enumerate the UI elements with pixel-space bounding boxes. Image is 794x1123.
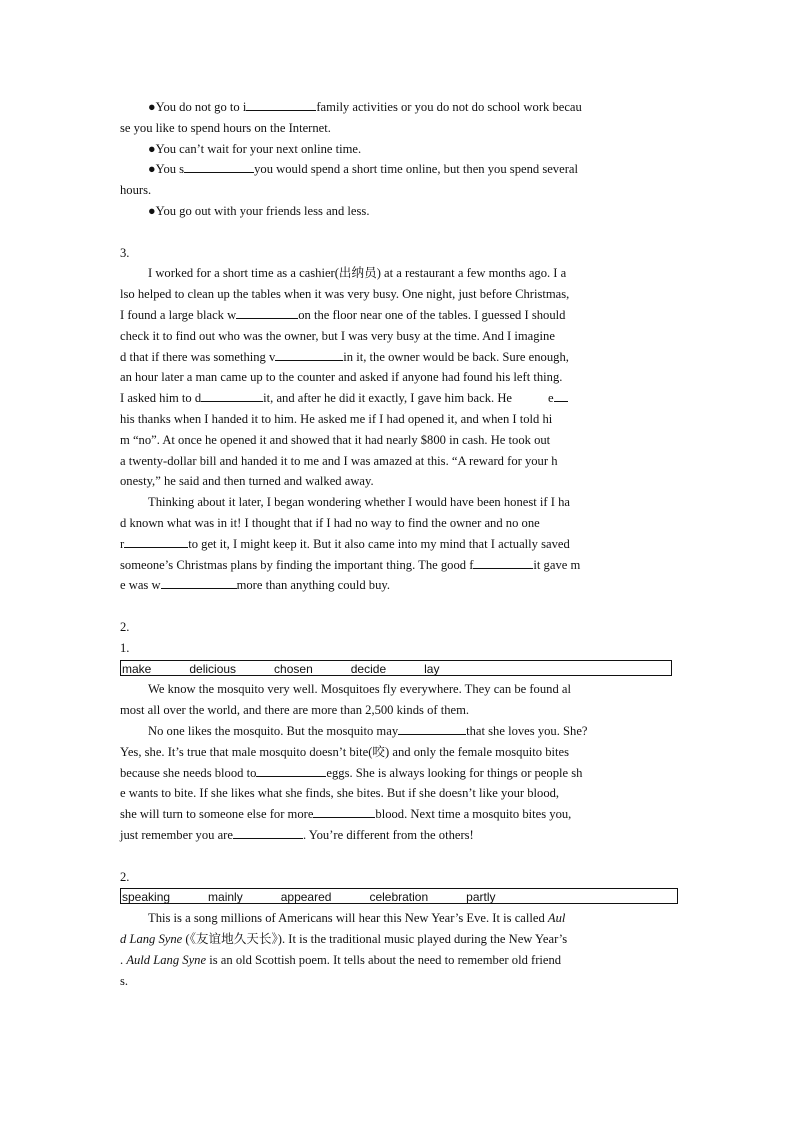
passage-line: e was w more than anything could buy. — [120, 578, 391, 592]
passage-line: I asked him to d it, and after he did it exactly, I gave him back. He e — [120, 388, 676, 409]
answer-blank[interactable] — [313, 805, 375, 818]
bullet-line-6: ●You go out with your friends less and less. — [148, 204, 370, 218]
passage-line: a twenty-dollar bill and handed it to me and I was amazed at this. “A reward for your h — [120, 454, 558, 468]
passage-line: lso helped to clean up the tables when it was very busy. One night, just before Christmas, — [120, 287, 570, 301]
answer-blank[interactable] — [233, 826, 303, 839]
bullet-line-3: ●You can’t wait for your next online time. — [148, 142, 362, 156]
answer-blank[interactable] — [275, 348, 343, 361]
passage-line: Thinking about it later, I began wondering whether I would have been honest if I ha — [148, 495, 570, 509]
passage-line: s. — [120, 974, 129, 988]
word-bank-box — [120, 888, 678, 904]
passage-line: e wants to bite. If she likes what she finds, she bites. But if she doesn’t like your blood, — [120, 786, 560, 800]
word-bank-item: delicious — [189, 662, 237, 676]
subsection-number: 2. — [120, 870, 130, 884]
word-bank-item: appeared — [280, 890, 332, 904]
word-bank-item: celebration — [369, 890, 429, 904]
passage-line: Yes, she. It’s true that male mosquito doesn’t bite(咬) and only the female mosquito bites — [120, 745, 569, 759]
word-bank-item: mainly — [208, 890, 243, 904]
passage-line: m “no”. At once he opened it and showed that it had nearly $800 in cash. He took out — [120, 433, 551, 447]
passage-line: an hour later a man came up to the counter and asked if anyone had found his left thing. — [120, 370, 563, 384]
bullet-line-5: hours. — [120, 183, 152, 197]
word-bank-item: partly — [466, 890, 496, 904]
answer-blank[interactable] — [184, 160, 254, 173]
passage-line: check it to find out who was the owner, but I was very busy at the time. And I imagine — [120, 329, 555, 343]
answer-blank[interactable] — [236, 306, 298, 319]
word-bank-item: speaking — [122, 890, 171, 904]
passage-line: We know the mosquito very well. Mosquitoes fly everywhere. They can be found al — [148, 682, 571, 696]
bullet-line-1: ●You do not go to i family activities or you do not do school work becau — [148, 100, 582, 114]
answer-blank[interactable] — [398, 722, 466, 735]
answer-blank[interactable] — [554, 389, 568, 402]
passage-line: his thanks when I handed it to him. He asked me if I had opened it, and when I told hi — [120, 412, 553, 426]
passage-line: someone’s Christmas plans by finding the important thing. The good f it gave m — [120, 558, 581, 572]
word-bank-item: chosen — [274, 662, 313, 676]
passage-line: I found a large black w on the floor near one of the tables. I guessed I should — [120, 308, 566, 322]
passage-line: most all over the world, and there are more than 2,500 kinds of them. — [120, 703, 470, 717]
word-bank-item: make — [122, 662, 152, 676]
word-bank-box — [120, 660, 672, 676]
passage-line: No one likes the mosquito. But the mosquito may that she loves you. She? — [148, 724, 588, 738]
word-bank-item: decide — [350, 662, 387, 676]
bullet-line-2: se you like to spend hours on the Internet. — [120, 121, 331, 135]
subsection-number: 1. — [120, 641, 130, 655]
section-number: 3. — [120, 246, 130, 260]
answer-blank[interactable] — [201, 389, 263, 402]
bullet-line-4: ●You s you would spend a short time online, but then you spend several — [148, 162, 578, 176]
passage-line: onesty,” he said and then turned and walked away. — [120, 474, 374, 488]
passage-line: just remember you are . You’re different from the others! — [120, 828, 474, 842]
passage-line: I worked for a short time as a cashier(出纳员) at a restaurant a few months ago. I a — [148, 266, 567, 280]
word-bank-item: lay — [424, 662, 440, 676]
answer-blank[interactable] — [246, 98, 316, 111]
passage-line: This is a song millions of Americans will hear this New Year’s Eve. It is called Aul — [148, 911, 566, 925]
answer-blank[interactable] — [124, 535, 188, 548]
answer-blank[interactable] — [161, 576, 237, 589]
passage-line: she will turn to someone else for more blood. Next time a mosquito bites you, — [120, 807, 572, 821]
passage-line: . Auld Lang Syne is an old Scottish poem. It tells about the need to remember old friend — [120, 953, 562, 967]
passage-line: d known what was in it! I thought that if I had no way to find the owner and no one — [120, 516, 540, 530]
passage-line: r to get it, I might keep it. But it also came into my mind that I actually saved — [120, 537, 570, 551]
passage-line: because she needs blood to eggs. She is always looking for things or people sh — [120, 766, 583, 780]
answer-blank[interactable] — [473, 556, 533, 569]
passage-line: d Lang Syne (《友谊地久天长》). It is the traditional music played during the New Year’s — [120, 932, 568, 946]
answer-blank[interactable] — [256, 764, 326, 777]
passage-line: d that if there was something v in it, the owner would be back. Sure enough, — [120, 350, 569, 364]
section-number: 2. — [120, 620, 130, 634]
